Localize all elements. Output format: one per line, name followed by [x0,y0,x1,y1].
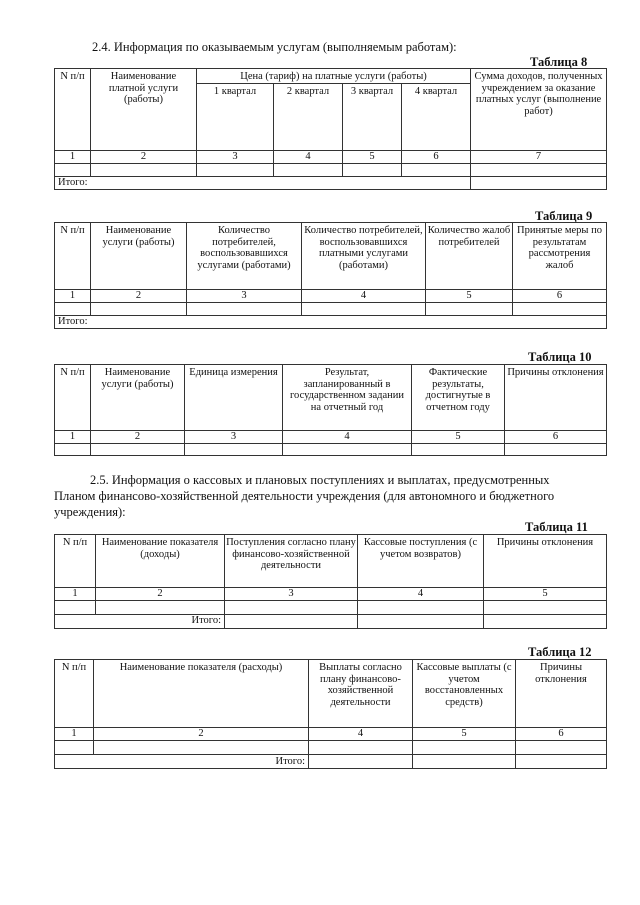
table-11-col-number: 3 [225,588,358,601]
table-10-header-planned: Результат, запланированный в государственном задании на отчетный год [283,365,412,431]
table-9-total-row [55,316,607,329]
table-11-total-label: Итого: [55,614,225,628]
table-12-header-num: N п/п [55,660,94,728]
table-9-header-complaints: Количество жалоб потребителей [426,223,513,290]
table-10-caption: Таблица 10 [528,350,592,364]
table-9-number-row [55,290,607,303]
table-8-header-name: Наименование платной услуги (работы) [91,69,197,151]
table-12-total-label: Итого: [55,755,309,769]
section-2-5-line-1: 2.5. Информация о кассовых и плановых поступлениях и выплатах, предусмотренных [90,473,550,487]
table-9-col-number: 5 [426,290,513,303]
table-10-empty-row [55,444,607,456]
table-9-col-number: 1 [55,290,91,303]
table-12-col-number: 2 [94,728,309,741]
table-10-header-num: N п/п [55,365,91,431]
table-8-col-number: 6 [402,150,471,163]
table-11-total-row [55,614,607,628]
table-12-col-number: 6 [516,728,607,741]
table-8-col-number: 7 [471,150,607,163]
table-8-caption: Таблица 8 [530,55,588,69]
table-9-header-name: Наименование услуги (работы) [91,223,187,290]
table-8-header-q4: 4 квартал [402,83,471,150]
table-11-number-row [55,588,607,601]
table-9-col-number: 6 [513,290,607,303]
table-8-header-income: Сумма доходов, полученных учреждением за оказание платных услуг (выполнение работ) [471,69,607,151]
table-8-col-number: 4 [274,150,343,163]
table-11-col-number: 5 [484,588,607,601]
table-9-col-number: 2 [91,290,187,303]
table-12-total-row [55,755,607,769]
table-12-header-reasons: Причины отклонения [516,660,607,728]
table-11-caption: Таблица 11 [525,520,588,534]
table-11-empty-row [55,600,607,614]
table-12-header-plan: Выплаты согласно плану финансово-хозяйственной деятельности [309,660,413,728]
table-8-col-number: 2 [91,150,197,163]
table-10-col-number: 6 [505,431,607,444]
table-11-header-num: N п/п [55,535,96,588]
table-9-header-paid: Количество потребителей, воспользовавшихся платными услугами (работами) [302,223,426,290]
table-10-header-name: Наименование услуги (работы) [91,365,185,431]
table-11-col-number: 2 [96,588,225,601]
table-11-col-number: 4 [358,588,484,601]
table-8-empty-row [55,163,607,176]
table-12-caption: Таблица 12 [528,645,592,659]
table-10-header-reasons: Причины отклонения [505,365,607,431]
table-12 [54,659,607,769]
table-8-col-number: 1 [55,150,91,163]
table-9-caption: Таблица 9 [535,209,593,223]
table-11-header-cash: Кассовые поступления (с учетом возвратов) [358,535,484,588]
table-11-col-number: 1 [55,588,96,601]
table-10-header-actual: Фактические результаты, достигнутые в отчетном году [412,365,505,431]
table-8-header-price: Цена (тариф) на платные услуги (работы) [197,69,471,84]
table-9-header-measures: Принятые меры по результатам рассмотрения жалоб [513,223,607,290]
table-10-col-number: 4 [283,431,412,444]
table-11 [54,534,607,629]
table-12-number-row [55,728,607,741]
table-12-col-number: 4 [309,728,413,741]
table-8-number-row [55,150,607,163]
table-8-total-row [55,176,607,189]
table-8 [54,68,607,190]
table-10-col-number: 5 [412,431,505,444]
table-11-header-name: Наименование показателя (доходы) [96,535,225,588]
table-10-header-unit: Единица измерения [185,365,283,431]
table-8-header-q3: 3 квартал [343,83,402,150]
table-8-col-number: 5 [343,150,402,163]
table-11-header-reasons: Причины отклонения [484,535,607,588]
table-12-empty-row [55,741,607,755]
table-10 [54,364,607,456]
table-8-total-label: Итого: [55,176,471,189]
table-10-col-number: 1 [55,431,91,444]
table-10-col-number: 3 [185,431,283,444]
table-9-header-num: N п/п [55,223,91,290]
section-2-5-line-2: Планом финансово-хозяйственной деятельности учреждения (для автономного и бюджетного [54,489,555,503]
table-9-col-number: 4 [302,290,426,303]
table-8-header-num: N п/п [55,69,91,151]
table-10-number-row [55,431,607,444]
section-2-4-heading: 2.4. Информация по оказываемым услугам (выполняемым работам): [92,40,457,54]
table-12-col-number: 1 [55,728,94,741]
table-8-col-number: 3 [197,150,274,163]
table-9-total-label: Итого: [55,316,607,329]
table-12-header-cash: Кассовые выплаты (с учетом восстановленных средств) [413,660,516,728]
table-12-header-name: Наименование показателя (расходы) [94,660,309,728]
table-9 [54,222,607,329]
table-9-empty-row [55,303,607,316]
section-2-5-line-3: учреждения): [54,505,126,519]
table-12-col-number: 5 [413,728,516,741]
table-9-col-number: 3 [187,290,302,303]
table-11-header-plan: Поступления согласно плану финансово-хозяйственной деятельности [225,535,358,588]
table-8-header-q2: 2 квартал [274,83,343,150]
table-9-header-consumers: Количество потребителей, воспользовавшихся услугами (работами) [187,223,302,290]
table-10-col-number: 2 [91,431,185,444]
table-8-header-q1: 1 квартал [197,83,274,150]
